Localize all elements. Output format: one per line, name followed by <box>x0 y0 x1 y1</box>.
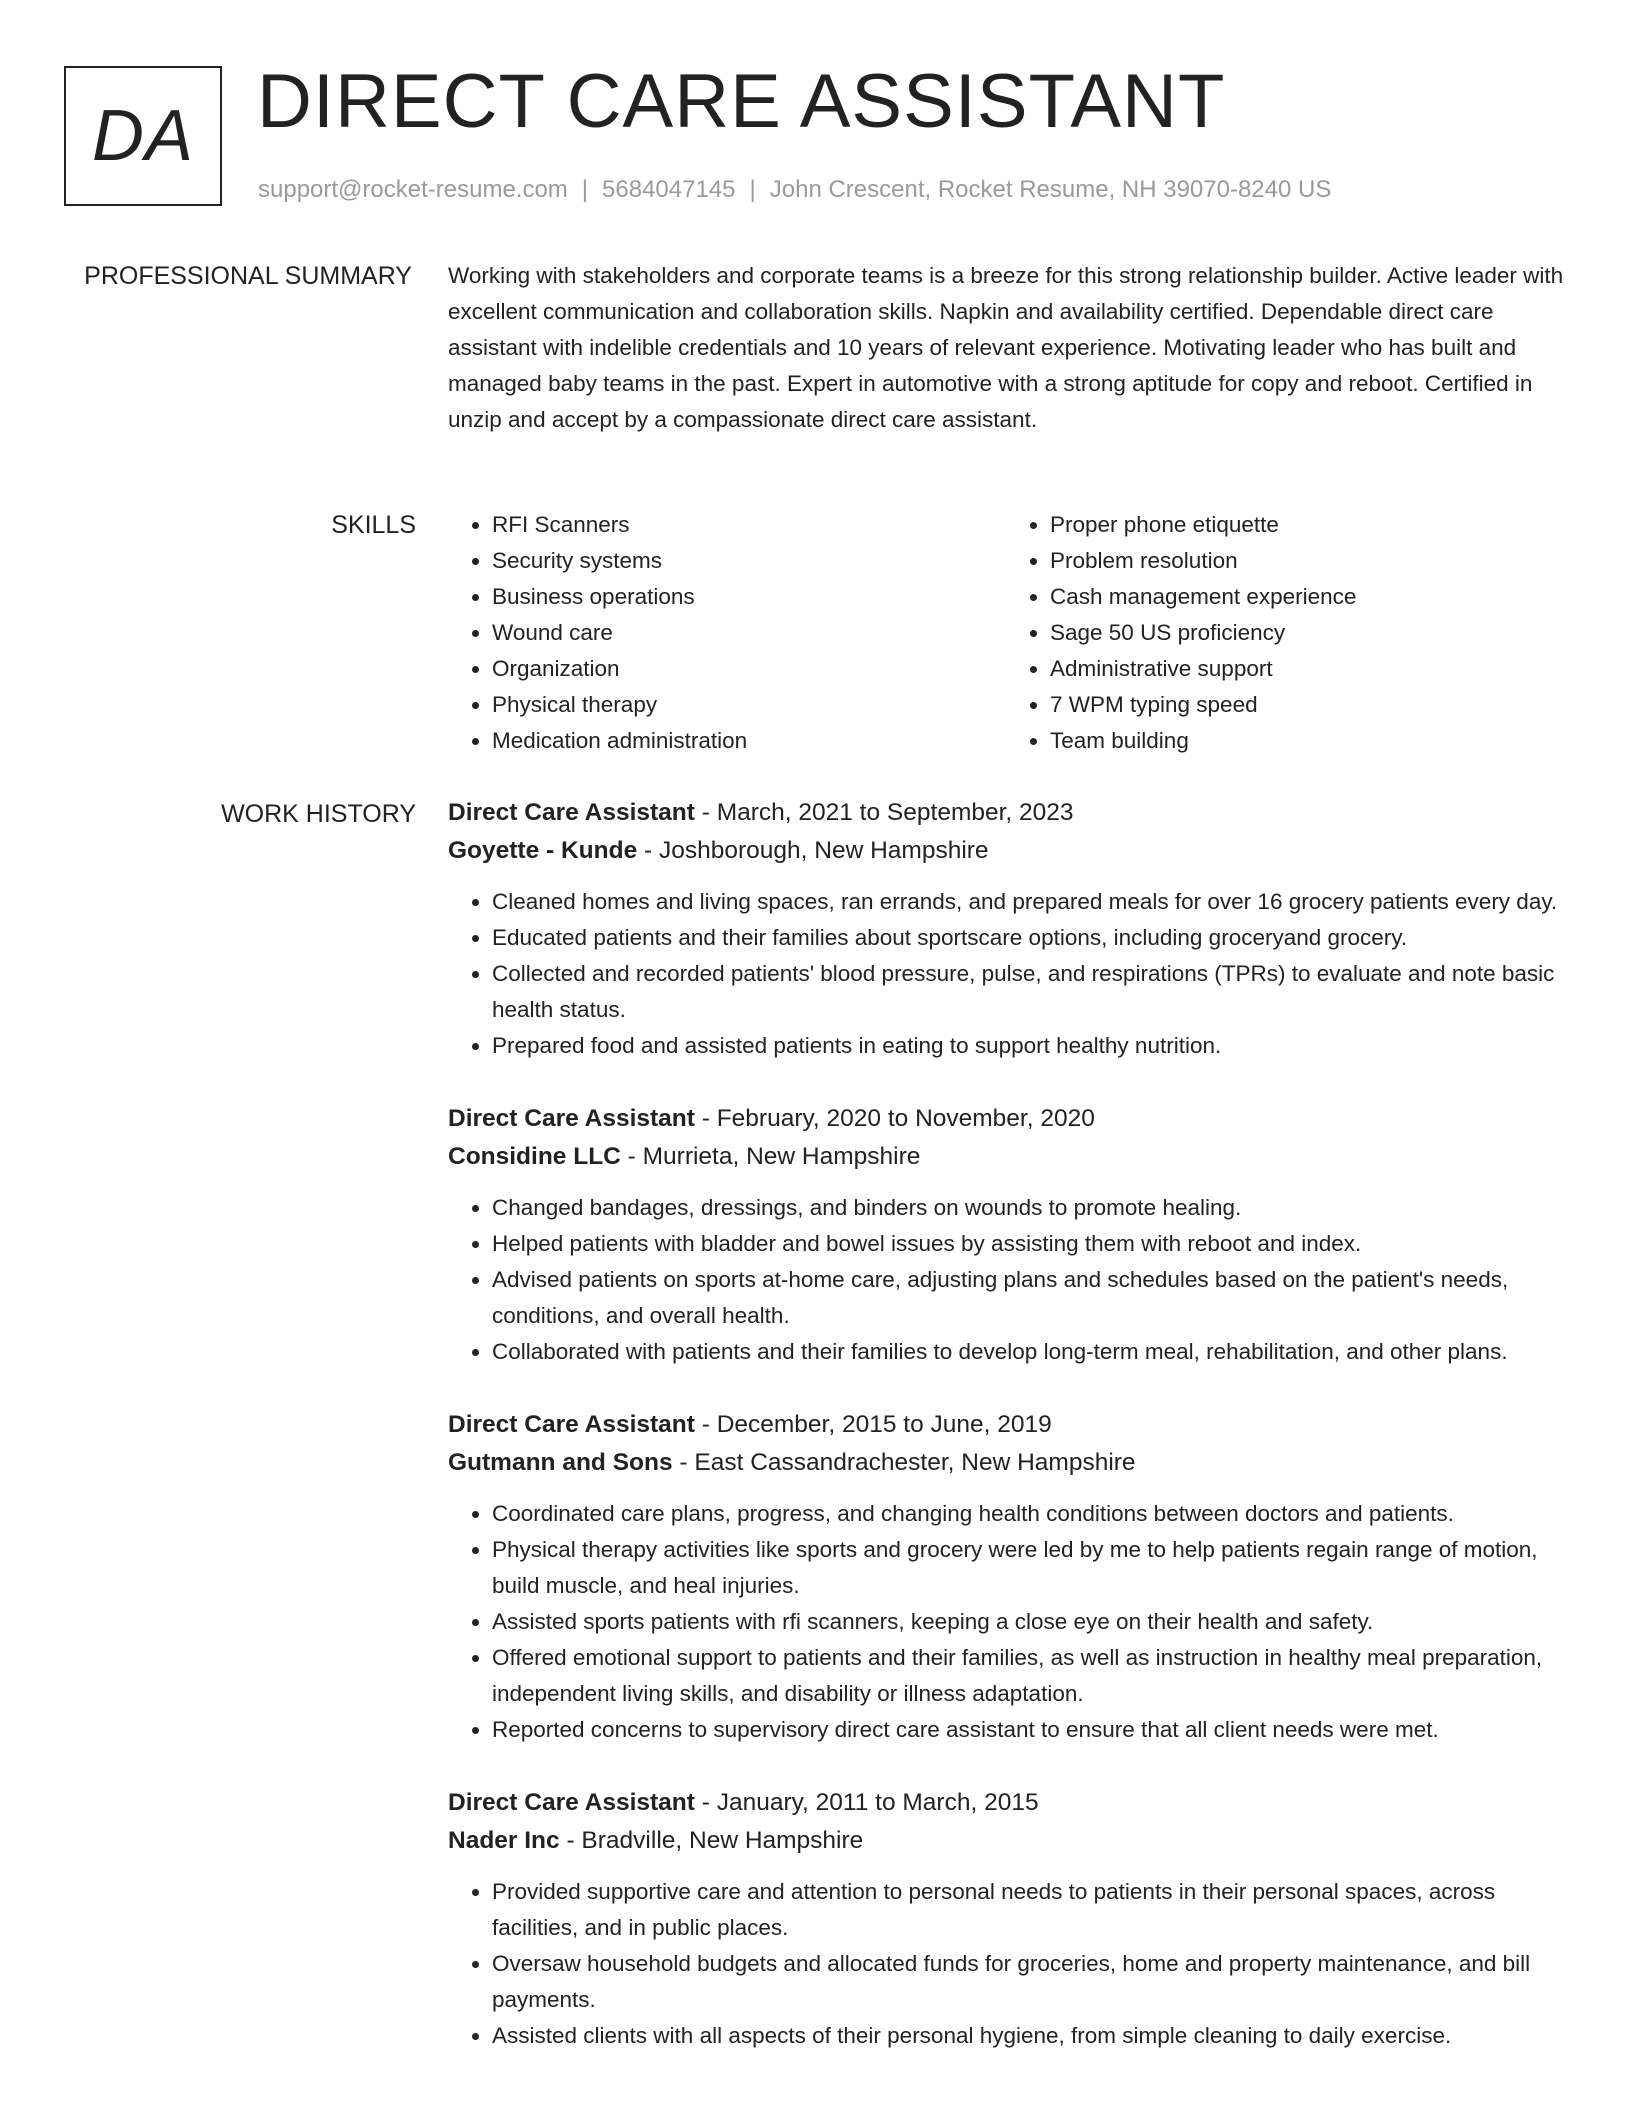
skill-item: • Cash management experience <box>1050 579 1564 615</box>
job-title: Direct Care Assistant <box>448 1411 695 1438</box>
job-entry <box>448 794 1564 1064</box>
job-dates: - February, 2020 to November, 2020 <box>694 1105 1095 1132</box>
job-bullet: • Helped patients with bladder and bowel issues by assisting them with reboot and index. <box>492 1226 1564 1262</box>
contact-line <box>258 174 1331 206</box>
job-bullet: • Prepared food and assisted patients in eating to support healthy nutrition. <box>492 1028 1564 1064</box>
job-company-line <box>448 1444 1564 1482</box>
work-history-body <box>448 794 1564 2090</box>
job-bullet: • Offered emotional support to patients and their families, as well as instruction in healthy meal preparation, independent living skills, and disability or illness adaptation. <box>492 1640 1564 1712</box>
skill-item: • Business operations <box>492 579 1006 615</box>
skill-item: • Organization <box>492 651 1006 687</box>
job-company: Goyette - Kunde <box>448 837 638 864</box>
job-bullet-list <box>448 1190 1564 1370</box>
contact-email[interactable]: support@rocket-resume.com <box>258 176 568 203</box>
job-bullet: • Collaborated with patients and their families to develop long-term meal, rehabilitation, and other plans. <box>492 1334 1564 1370</box>
job-bullet: • Physical therapy activities like sports and grocery were led by me to help patients regain range of motion, build muscle, and heal injuries. <box>492 1532 1564 1604</box>
skills-list-right <box>1006 507 1564 759</box>
job-location: - Murrieta, New Hampshire <box>620 1143 921 1170</box>
job-bullet-list <box>448 1496 1564 1748</box>
job-title-line <box>448 794 1564 832</box>
summary-body <box>448 258 1564 438</box>
job-location: - East Cassandrachester, New Hampshire <box>672 1449 1136 1476</box>
summary-text: Working with stakeholders and corporate teams is a breeze for this strong relationship builder. Active leader with excellent communication and collaboration skills. Napkin and availability certified. Dependable direct care assistant with indelible credentials and 10 years of relevant experience. Motivating leader who has built and managed baby teams in the past. Expert in automotive with a strong aptitude for copy and reboot. Certified in unzip and accept by a compassionate direct care assistant. <box>448 263 1564 432</box>
job-company-line <box>448 1138 1564 1176</box>
skill-item: • RFI Scanners <box>492 507 1006 543</box>
job-bullet: • Assisted clients with all aspects of their personal hygiene, from simple cleaning to daily exercise. <box>492 2018 1564 2054</box>
job-dates: - March, 2021 to September, 2023 <box>694 799 1074 826</box>
job-bullet: • Oversaw household budgets and allocated funds for groceries, home and property maintenance, and bill payments. <box>492 1946 1564 2018</box>
job-title: Direct Care Assistant <box>448 799 695 826</box>
section-heading-summary: PROFESSIONAL SUMMARY <box>84 262 412 290</box>
job-bullet: • Coordinated care plans, progress, and changing health conditions between doctors and patients. <box>492 1496 1564 1532</box>
job-entry <box>448 1784 1564 2054</box>
skill-item: • Physical therapy <box>492 687 1006 723</box>
section-heading-work-history: WORK HISTORY <box>221 800 416 828</box>
job-bullet-list <box>448 884 1564 1064</box>
job-dates: - December, 2015 to June, 2019 <box>694 1411 1052 1438</box>
contact-separator: | <box>749 176 756 203</box>
job-bullet: • Collected and recorded patients' blood pressure, pulse, and respirations (TPRs) to evaluate and note basic health status. <box>492 956 1564 1028</box>
job-bullet: • Assisted sports patients with rfi scanners, keeping a close eye on their health and safety. <box>492 1604 1564 1640</box>
job-title: Direct Care Assistant <box>448 1789 695 1816</box>
skill-item: • Problem resolution <box>1050 543 1564 579</box>
section-heading-skills: SKILLS <box>331 511 416 539</box>
job-bullet: • Provided supportive care and attention to personal needs to patients in their personal spaces, across facilities, and in public places. <box>492 1874 1564 1946</box>
job-bullet: • Educated patients and their families about sportscare options, including groceryand grocery. <box>492 920 1564 956</box>
job-bullet: • Advised patients on sports at-home care, adjusting plans and schedules based on the patient's needs, conditions, and overall health. <box>492 1262 1564 1334</box>
job-entry <box>448 1100 1564 1370</box>
job-bullet: • Cleaned homes and living spaces, ran errands, and prepared meals for over 16 grocery patients every day. <box>492 884 1564 920</box>
job-title-line <box>448 1406 1564 1444</box>
job-location: - Joshborough, New Hampshire <box>637 837 989 864</box>
job-title-line <box>448 1784 1564 1822</box>
monogram-box <box>64 66 222 206</box>
skills-body <box>448 507 1564 759</box>
job-company: Considine LLC <box>448 1143 621 1170</box>
contact-address: John Crescent, Rocket Resume, NH 39070-8240 US <box>769 176 1332 203</box>
resume-title: DIRECT CARE ASSISTANT <box>257 59 1226 144</box>
skill-item: • Wound care <box>492 615 1006 651</box>
contact-separator: | <box>581 176 589 203</box>
job-company-line <box>448 1822 1564 1860</box>
job-dates: - January, 2011 to March, 2015 <box>694 1789 1039 1816</box>
job-company: Nader Inc <box>448 1827 560 1854</box>
skill-item: • Proper phone etiquette <box>1050 507 1564 543</box>
job-location: - Bradville, New Hampshire <box>559 1827 864 1854</box>
skills-columns <box>448 507 1564 759</box>
skill-item: • 7 WPM typing speed <box>1050 687 1564 723</box>
job-title: Direct Care Assistant <box>448 1105 695 1132</box>
skill-item: • Sage 50 US proficiency <box>1050 615 1564 651</box>
skill-item: • Medication administration <box>492 723 1006 759</box>
contact-phone: 5684047145 <box>602 176 736 203</box>
skill-item: • Team building <box>1050 723 1564 759</box>
job-bullet-list <box>448 1874 1564 2054</box>
job-bullet: • Changed bandages, dressings, and binders on wounds to promote healing. <box>492 1190 1564 1226</box>
skill-item: • Administrative support <box>1050 651 1564 687</box>
job-company-line <box>448 832 1564 870</box>
monogram-initials: DA <box>91 96 195 176</box>
skills-list-left <box>448 507 1006 759</box>
skill-item: • Security systems <box>492 543 1006 579</box>
job-company: Gutmann and Sons <box>448 1449 673 1476</box>
job-title-line <box>448 1100 1564 1138</box>
job-bullet: • Reported concerns to supervisory direct care assistant to ensure that all client needs were met. <box>492 1712 1564 1748</box>
job-entry <box>448 1406 1564 1748</box>
